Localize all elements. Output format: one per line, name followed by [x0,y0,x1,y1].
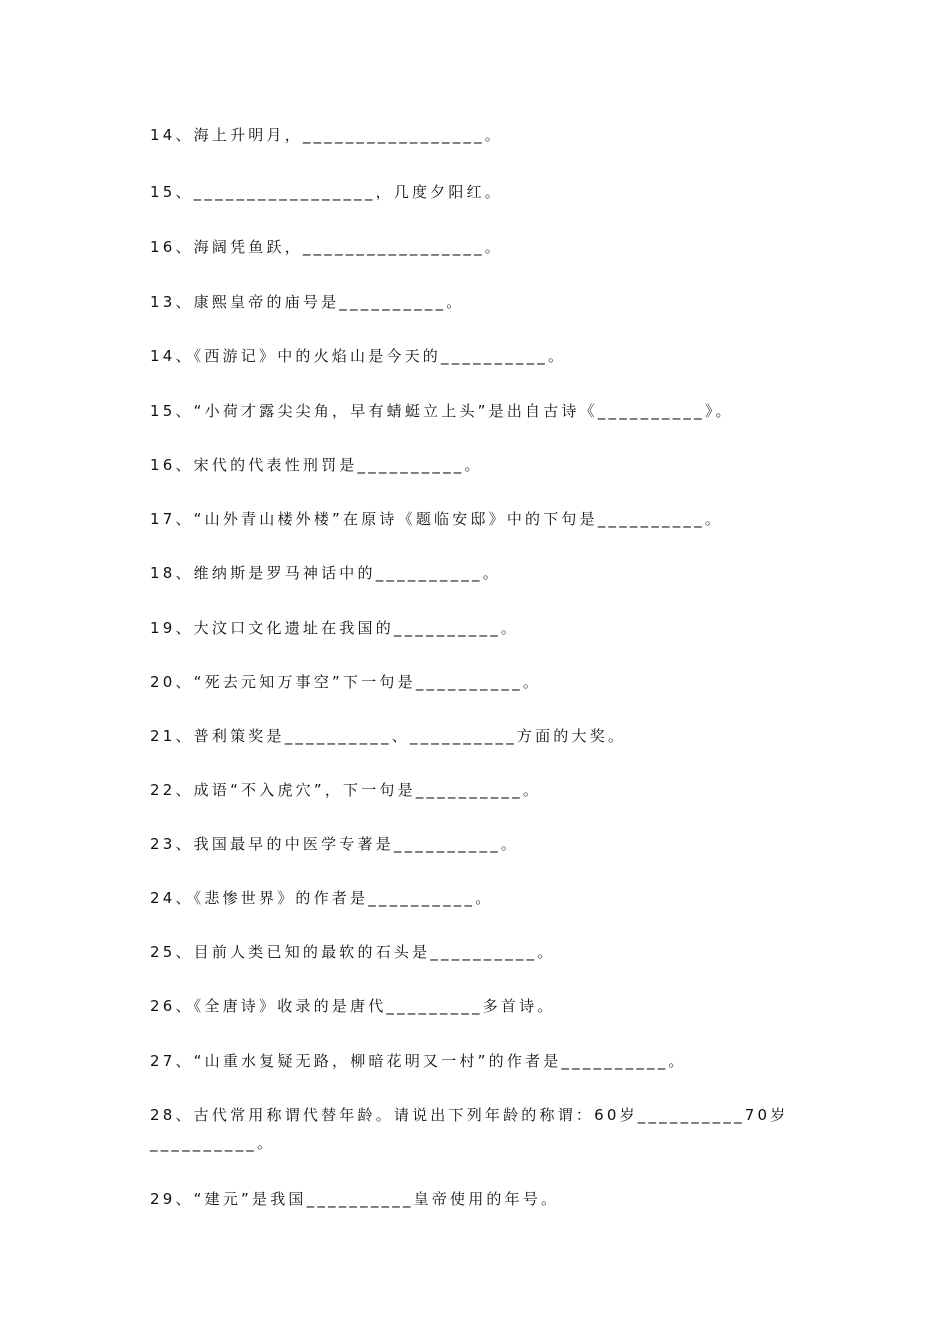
question-item: 21、普利策奖是__________、__________方面的大奖。 [150,727,627,745]
question-item: 16、宋代的代表性刑罚是__________。 [150,456,483,474]
question-item: 28、古代常用称谓代替年龄。请说出下列年龄的称谓：60岁__________70岁__________。 [150,1106,789,1152]
question-item: 16、海阔凭鱼跃，_________________。 [150,238,503,256]
question-item: 14、海上升明月，_________________。 [150,126,503,144]
question-item: 15、“小荷才露尖尖角，早有蜻蜓立上头”是出自古诗《__________》。 [150,402,734,420]
question-item: 15、_________________，几度夕阳红。 [150,183,503,201]
question-item: 20、“死去元知万事空”下一句是__________。 [150,673,542,691]
question-item: 22、成语“不入虎穴”，下一句是__________。 [150,781,542,799]
question-item: 19、大汶口文化遗址在我国的__________。 [150,619,520,637]
question-item: 26、《全唐诗》收录的是唐代_________多首诗。 [150,997,556,1015]
question-item: 23、我国最早的中医学专著是__________。 [150,835,520,853]
question-item: 24、《悲惨世界》的作者是__________。 [150,889,494,907]
question-item: 17、“山外青山楼外楼”在原诗《题临安邸》中的下句是__________。 [150,510,724,528]
question-item: 13、康熙皇帝的庙号是__________。 [150,293,465,311]
question-item: 18、维纳斯是罗马神话中的__________。 [150,564,501,582]
question-item: 29、“建元”是我国__________皇帝使用的年号。 [150,1190,560,1208]
question-item: 14、《西游记》中的火焰山是今天的__________。 [150,347,567,365]
question-item: 25、目前人类已知的最软的石头是__________。 [150,943,556,961]
question-item: 27、“山重水复疑无路，柳暗花明又一村”的作者是__________。 [150,1052,687,1070]
